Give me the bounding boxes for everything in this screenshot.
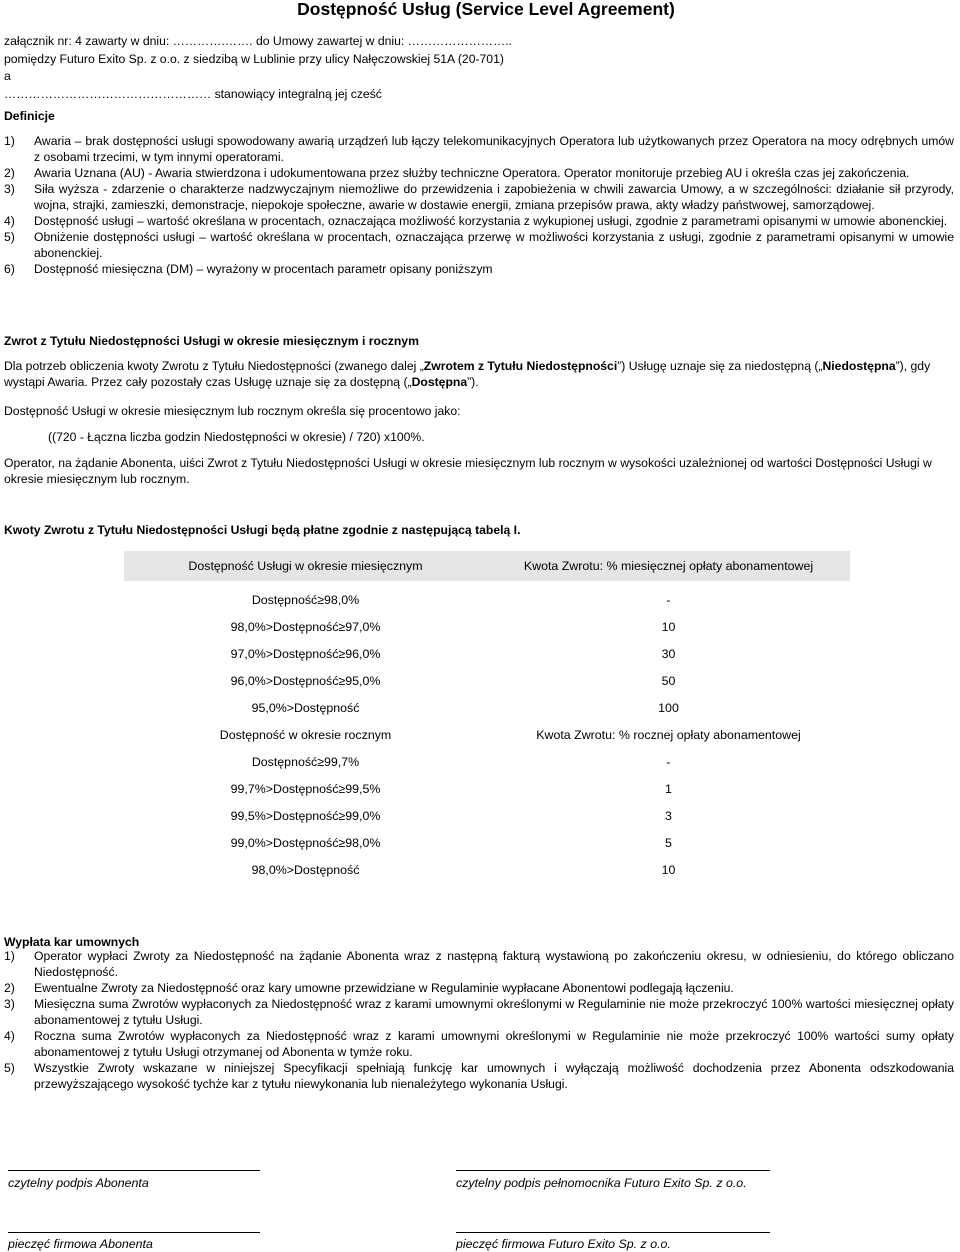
- table-row: [124, 856, 850, 883]
- table-cell: 3: [665, 808, 672, 823]
- availability-paragraph: Dostępność Usługi w okresie miesięcznym lub rocznym określa się procentowo jako:: [4, 404, 461, 418]
- operator-signature-line: [456, 1170, 770, 1171]
- penalty-item: [4, 980, 954, 996]
- refund-heading: Zwrot z Tytułu Niedostępności Usługi w okresie miesięcznym i rocznym: [4, 334, 419, 348]
- table-cell: 96,0%>Dostępność≥95,0%: [230, 673, 381, 688]
- intro-line-parties: pomiędzy Futuro Exito Sp. z o.o. z siedzibą w Lublinie przy ulicy Nałęczowskiej 51A (20-701): [4, 51, 504, 66]
- penalty-item: [4, 1028, 954, 1060]
- penalty-text: Ewentualne Zwroty za Niedostępność oraz kary umowne przewidziane w Regulaminie wypłacane Abonentowi podlegają łączeniu.: [34, 981, 734, 995]
- penalties-heading: Wypłata kar umownych: [4, 935, 140, 949]
- table-cell: Dostępność≥98,0%: [251, 592, 360, 607]
- penalty-text: Miesięczna suma Zwrotów wypłaconych za Niedostępność wraz z karami umownymi określonymi w Regulaminie nie może przekroczyć 100% wartości miesięcznej opłaty abonamentowej z tytułu Usługi.: [34, 997, 954, 1027]
- penalty-text: Operator wypłaci Zwroty za Niedostępność na żądanie Abonenta wraz z następną fakturą wystawioną po zakończeniu okresu, w odniesieniu, do którego obliczano Niedostępność.: [34, 949, 954, 979]
- table-cell: -: [666, 592, 671, 607]
- table-cell: 50: [661, 673, 676, 688]
- intro-line-annex: załącznik nr: 4 zawarty w dniu: ………….……. do Umowy zawartej w dniu: ……………………..: [4, 34, 512, 48]
- definition-item: [4, 133, 954, 165]
- table-row: [124, 694, 850, 721]
- table-cell: 100: [658, 700, 679, 715]
- document-title: Dostępność Usług (Service Level Agreement): [297, 0, 675, 19]
- table-row: [124, 613, 850, 640]
- table-row: [124, 640, 850, 667]
- table-cell: 98,0%>Dostępność≥97,0%: [230, 619, 381, 634]
- table-heading: Kwoty Zwrotu z Tytułu Niedostępności Usługi będą płatne zgodnie z następującą tabelą I.: [4, 523, 521, 537]
- definition-number: 6): [4, 262, 15, 276]
- subscriber-stamp-line: [8, 1232, 260, 1233]
- para-text: ”) Usługę uznaje się za niedostępną („: [617, 359, 823, 373]
- penalty-number: 4): [4, 1029, 15, 1043]
- definition-item: [4, 213, 954, 229]
- penalty-item: [4, 996, 954, 1028]
- table-cell: 95,0%>Dostępność: [251, 700, 360, 715]
- definition-number: 4): [4, 214, 15, 228]
- table-cell: Dostępność≥99,7%: [251, 754, 360, 769]
- penalty-number: 1): [4, 949, 15, 963]
- table-row: [124, 667, 850, 694]
- para-bold-term: Niedostępna: [822, 359, 896, 373]
- table-header-cell: Dostępność w okresie rocznym: [219, 727, 392, 742]
- table-cell: 1: [665, 781, 672, 796]
- definition-item: [4, 261, 954, 277]
- table-cell: -: [666, 754, 671, 769]
- table-row: [124, 802, 850, 829]
- para-bold-term: Zwrotem z Tytułu Niedostępności: [423, 359, 618, 373]
- definitions-heading: Definicje: [4, 109, 55, 123]
- penalty-number: 2): [4, 981, 15, 995]
- table-cell: 99,7%>Dostępność≥99,5%: [230, 781, 381, 796]
- definition-text: Obniżenie dostępności usługi – wartość określana w procentach, oznaczająca przerwę w możliwości korzystania z usługi, zgodnie z parametrami opisanymi w umowie abonenckiej.: [34, 230, 954, 260]
- para-text: Dla potrzeb obliczenia kwoty Zwrotu z Tytułu Niedostępności (zwanego dalej „: [4, 359, 424, 373]
- table-row: [124, 586, 850, 613]
- table-cell: 97,0%>Dostępność≥96,0%: [230, 646, 381, 661]
- sla-table: [124, 551, 850, 883]
- definition-text: Dostępność usługi – wartość określana w procentach, oznaczająca możliwość korzystania z wykupionej usługi, zgodnie z parametrami opisanymi w umowie abonenckiej.: [34, 214, 948, 228]
- availability-formula: ((720 - Łączna liczba godzin Niedostępności w okresie) / 720) x100%.: [48, 430, 425, 444]
- definition-number: 3): [4, 182, 15, 196]
- penalty-text: Wszystkie Zwroty wskazane w niniejszej Specyfikacji spełniają funkcję kar umownych i wyłączają możliwość dochodzenia przez Abonenta odszkodowania przewyższającego wysokość tychże kar z tytułu niewykonania lub nienależytego wykonania Usługi.: [34, 1061, 954, 1091]
- penalties-list: [4, 948, 954, 1092]
- definition-text: Dostępność miesięczna (DM) – wyrażony w procentach parametr opisany poniższym: [34, 262, 493, 276]
- table-cell: 98,0%>Dostępność: [251, 862, 360, 877]
- definition-text: Awaria – brak dostępności usługi spowodowany awarią urządzeń lub łączy telekomunikacyjnych Operatora lub użytkowanych przez Operatora na mocy odrębnych umów z osobami trzecimi, w tym innymi operatorami.: [34, 134, 954, 164]
- penalty-item: [4, 948, 954, 980]
- operator-stamp-label: pieczęć firmowa Futuro Exito Sp. z o.o.: [456, 1237, 671, 1251]
- table-cell: 5: [665, 835, 672, 850]
- table-cell: 30: [661, 646, 676, 661]
- table-row: [124, 775, 850, 802]
- operator-stamp-line: [456, 1232, 770, 1233]
- refund-definition-paragraph: [4, 358, 954, 390]
- subscriber-signature-label: czytelny podpis Abonenta: [8, 1176, 149, 1190]
- subscriber-stamp-label: pieczęć firmowa Abonenta: [8, 1237, 153, 1251]
- table-cell: 99,5%>Dostępność≥99,0%: [230, 808, 381, 823]
- definition-text: Awaria Uznana (AU) - Awaria stwierdzona i udokumentowana przez służby techniczne Operatora. Operator monitoruje przebieg AU i określa czas jej zakończenia.: [34, 166, 910, 180]
- penalty-item: [4, 1060, 954, 1092]
- operator-signature-label: czytelny podpis pełnomocnika Futuro Exito Sp. z o.o.: [456, 1176, 747, 1190]
- table-row: [124, 748, 850, 775]
- definition-number: 5): [4, 230, 15, 244]
- table-cell: 10: [661, 862, 676, 877]
- para-text: ”).: [467, 375, 479, 389]
- table-subheader-row: [124, 721, 850, 748]
- definition-number: 1): [4, 134, 15, 148]
- table-cell: 99,0%>Dostępność≥98,0%: [230, 835, 381, 850]
- intro-block: [4, 33, 954, 103]
- table-header-cell: Kwota Zwrotu: % miesięcznej opłaty abonamentowej: [487, 551, 850, 581]
- penalty-number: 3): [4, 997, 15, 1011]
- table-header-cell: Dostępność Usługi w okresie miesięcznym: [124, 551, 487, 581]
- definition-item: [4, 165, 954, 181]
- intro-line-integral: …………………………………………… stanowiący integralną jej cześć: [4, 86, 382, 101]
- table-row: [124, 829, 850, 856]
- definitions-list: [4, 133, 954, 277]
- operator-refund-paragraph: Operator, na żądanie Abonenta, uiści Zwrot z Tytułu Niedostępności Usługi w okresie miesięcznym lub rocznym w wysokości uzależnionej od wartości Dostępności Usługi w okresie miesięcznym lub rocznym.: [4, 456, 932, 486]
- subscriber-signature-line: [8, 1170, 260, 1171]
- definition-text: Siła wyższa - zdarzenie o charakterze nadzwyczajnym niemożliwe do przewidzenia i zapobieżenia w chwili zawarcia Umowy, a w szczególności: działanie sił przyrody, wojna, strajki, zamieszki, demonstracje, niepokoje społeczne, awarie w dostawie energii, zmiana przepisów prawa, akty władzy państwowej, samorządowej.: [34, 182, 954, 212]
- para-text: ”), gdy wystąpi Awaria. Przez cały pozostały czas Usługę uznaje się za dostępną („: [4, 359, 931, 389]
- table-header-cell: Kwota Zwrotu: % rocznej opłaty abonamentowej: [536, 727, 801, 742]
- para-bold-term: Dostępna: [411, 375, 468, 389]
- intro-line-and: a: [4, 69, 11, 83]
- table-cell: 10: [661, 619, 676, 634]
- penalty-text: Roczna suma Zwrotów wypłaconych za Niedostępność wraz z karami umownymi określonymi w Regulaminie nie może przekroczyć 100% wartości sumy opłaty abonamentowej z tytułu Usługi otrzymanej od Abonenta w tymże roku.: [34, 1029, 954, 1059]
- definition-number: 2): [4, 166, 15, 180]
- definition-item: [4, 229, 954, 261]
- penalty-number: 5): [4, 1061, 15, 1075]
- table-header-row: [124, 551, 850, 581]
- definition-item: [4, 181, 954, 213]
